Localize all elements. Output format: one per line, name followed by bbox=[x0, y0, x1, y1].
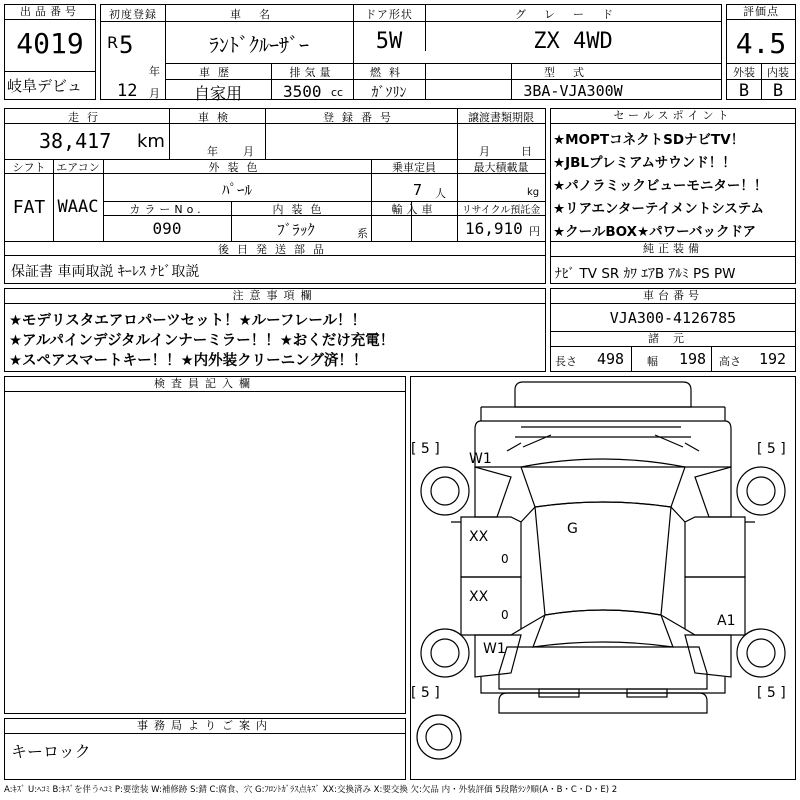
transfer-month-unit: 月 bbox=[479, 145, 490, 158]
hood bbox=[475, 421, 731, 467]
car-name: ﾗﾝﾄﾞｸﾙｰｻﾞｰ bbox=[209, 33, 309, 57]
tire-front-right: [ 5 ] bbox=[757, 441, 786, 457]
later-parts-label: 後日発送部品 bbox=[218, 243, 332, 256]
interior-score: B bbox=[772, 81, 784, 101]
chassis-label: 車台番号 bbox=[551, 289, 795, 304]
left-front-fender bbox=[475, 467, 511, 517]
fuel: ｶﾞｿﾘﾝ bbox=[371, 85, 407, 101]
right-front-door bbox=[685, 517, 745, 577]
tire-front-left: [ 5 ] bbox=[411, 441, 440, 457]
front-left-wheel bbox=[421, 467, 469, 515]
max-load-label: 最大積載量 bbox=[473, 161, 529, 174]
capacity: 7 bbox=[413, 181, 423, 199]
inspector-label: 検査員記入欄 bbox=[5, 377, 405, 392]
chassis-number: VJA300-4126785 bbox=[609, 309, 737, 327]
length-label: 長さ bbox=[555, 355, 577, 368]
tire-rear-right: [ 5 ] bbox=[757, 685, 786, 701]
note-line-3: ★スペアスマートキー！！★内外装クリーニング済！！ bbox=[9, 353, 368, 369]
interior-label: 内装 bbox=[767, 66, 789, 79]
int-color-suffix: 系 bbox=[357, 227, 368, 240]
detail-box bbox=[4, 108, 546, 284]
lot-label: 出品番号 bbox=[5, 5, 95, 20]
chassis-box bbox=[550, 288, 796, 372]
sales-point-4: ★リアエンターテイメントシステム bbox=[553, 201, 764, 217]
sales-point-3: ★パノラミックビューモニター！！ bbox=[553, 178, 768, 194]
plate-label: 登録番号 bbox=[323, 111, 399, 124]
transfer-label: 譲渡書類期限 bbox=[468, 111, 534, 124]
lot-number: 4019 bbox=[16, 27, 84, 60]
registration-label: 初度登録 bbox=[109, 8, 157, 21]
tire-rear-left: [ 5 ] bbox=[411, 685, 440, 701]
right-rear-fender bbox=[685, 635, 731, 677]
office-label: 事務局よりご案内 bbox=[5, 719, 405, 734]
inspection-month-unit: 月 bbox=[243, 145, 254, 158]
aircon: WAAC bbox=[57, 197, 99, 217]
score-value: 4.5 bbox=[735, 27, 787, 60]
dims-label: 諸元 bbox=[551, 332, 795, 347]
windshield bbox=[521, 459, 685, 507]
model-code-label: 型式 bbox=[544, 66, 602, 79]
int-color: ﾌﾞﾗｯｸ bbox=[277, 221, 315, 239]
shift: FAT bbox=[12, 197, 46, 218]
score-label: 評価点 bbox=[727, 5, 795, 20]
inspection-year-unit: 年 bbox=[207, 145, 218, 158]
notes-box bbox=[4, 288, 546, 372]
sales-points-label: セールスポイント bbox=[551, 109, 795, 124]
exterior-score: B bbox=[738, 81, 750, 101]
right-rear-door bbox=[685, 577, 745, 635]
inspection-label: 車検 bbox=[198, 111, 236, 124]
mark-a1-rear: A1 bbox=[717, 613, 736, 629]
rear-right-wheel bbox=[737, 629, 785, 677]
ext-color: ﾊﾟｰﾙ bbox=[221, 181, 252, 199]
shift-label: シフト bbox=[12, 161, 46, 174]
tailgate bbox=[499, 647, 707, 689]
grade-label: グレード bbox=[515, 8, 631, 21]
mark-xx-rear-door: XX bbox=[469, 589, 489, 605]
color-no-label: カラーNo. bbox=[129, 203, 205, 216]
car-name-label: 車名 bbox=[230, 8, 288, 21]
registration-era: R bbox=[107, 33, 119, 52]
registration-month-unit: 月 bbox=[149, 87, 160, 100]
import-label: 輸入車 bbox=[391, 203, 437, 216]
model-code: 3BA-VJA300W bbox=[523, 82, 623, 100]
spare-tire bbox=[417, 715, 461, 759]
transfer-day-unit: 日 bbox=[521, 145, 532, 158]
rear-bumper bbox=[499, 693, 707, 713]
capacity-unit: 人 bbox=[435, 187, 446, 200]
note-line-2: ★アルパインデジタルインナーミラー！！★おくだけ充電！ bbox=[9, 333, 395, 349]
displacement-unit: cc bbox=[331, 86, 344, 99]
rear-window bbox=[533, 610, 673, 647]
displacement-label: 排気量 bbox=[289, 66, 335, 79]
max-load-unit: kg bbox=[527, 187, 540, 198]
office-note: キーロック bbox=[11, 742, 91, 761]
mark-xx-front-door: XX bbox=[469, 529, 489, 545]
notes-label: 注意事項欄 bbox=[5, 289, 545, 304]
mileage-label: 走行 bbox=[68, 111, 106, 124]
mark-zero-rear: 0 bbox=[501, 608, 509, 622]
width: 198 bbox=[679, 350, 707, 368]
later-parts: 保証書 車両取説 ｷｰﾚｽ ﾅﾋﾞ取説 bbox=[11, 264, 200, 280]
displacement: 3500 bbox=[283, 82, 322, 101]
fuel-label: 燃料 bbox=[370, 66, 408, 79]
recycle-unit: 円 bbox=[529, 225, 540, 238]
left-front-door bbox=[461, 517, 521, 577]
roof bbox=[535, 502, 671, 615]
height-label: 高さ bbox=[719, 355, 741, 368]
ext-color-label: 外装色 bbox=[208, 161, 266, 174]
front-bumper bbox=[515, 382, 691, 407]
door-label: ドア形状 bbox=[365, 8, 413, 21]
height: 192 bbox=[759, 350, 787, 368]
registration-month: 12 bbox=[117, 81, 138, 101]
mileage: 38,417 bbox=[39, 129, 112, 153]
inspector-box bbox=[4, 376, 406, 714]
door-type: 5W bbox=[375, 29, 403, 54]
int-color-label: 内装色 bbox=[272, 203, 330, 216]
diagram-box bbox=[410, 376, 796, 780]
capacity-label: 乗車定員 bbox=[392, 161, 436, 174]
registration-year-unit: 年 bbox=[149, 65, 160, 78]
legend: A:ｷｽﾞ U:ﾍｺﾐ B:ｷｽﾞを伴うﾍｺﾐ P:要塗装 W:補修跡 S:錆 C:腐食、穴 G:ﾌﾛﾝﾄｶﾞﾗｽ点ｷｽﾞ XX:交換済み X:要交換 欠:欠品 内・外装評価 5段階ﾗﾝｸ順(A・B・C・D・E) 2 bbox=[4, 785, 618, 795]
recycle-fee: 16,910 bbox=[465, 219, 523, 238]
lot-box bbox=[4, 4, 96, 100]
mark-g-roof: G bbox=[567, 521, 578, 537]
vehicle-damage-diagram bbox=[411, 377, 795, 779]
front-right-wheel bbox=[737, 467, 785, 515]
color-no: 090 bbox=[152, 219, 182, 238]
score-box bbox=[726, 4, 796, 100]
sales-points-box bbox=[550, 108, 796, 284]
rear-left-wheel bbox=[421, 629, 469, 677]
history: 自家用 bbox=[193, 84, 242, 103]
venue-name: 岐阜デビュ bbox=[7, 77, 83, 95]
mark-zero-front: 0 bbox=[501, 552, 509, 566]
exterior-label: 外装 bbox=[733, 66, 755, 79]
registration-year: 5 bbox=[119, 31, 134, 59]
sales-point-1: ★MOPTコネクトSDナビTV！ bbox=[553, 132, 745, 148]
mileage-unit: km bbox=[137, 131, 165, 152]
office-box bbox=[4, 718, 406, 780]
equipment-label: 純正装備 bbox=[551, 242, 795, 257]
width-label: 幅 bbox=[647, 355, 658, 368]
mark-w1-front: W1 bbox=[469, 451, 492, 467]
mark-w1-rear: W1 bbox=[483, 641, 506, 657]
sales-point-2: ★JBLプレミアムサウンド！！ bbox=[553, 155, 736, 171]
left-rear-door bbox=[461, 577, 521, 635]
length: 498 bbox=[597, 350, 625, 368]
note-line-1: ★モデリスタエアロパーツセット！★ルーフレール！！ bbox=[9, 313, 367, 329]
sales-point-5: ★クールBOX★パワーバックドア bbox=[553, 224, 757, 240]
aircon-label: エアコン bbox=[56, 161, 100, 174]
history-label: 車歴 bbox=[199, 66, 237, 79]
grade: ZX 4WD bbox=[533, 29, 613, 54]
vehicle-header bbox=[100, 4, 722, 103]
right-front-fender bbox=[695, 467, 731, 517]
recycle-label: リサイクル預託金 bbox=[461, 205, 541, 216]
equipment: ﾅﾋﾞ TV SR ｶﾜ ｴｱB ｱﾙﾐ PS PW bbox=[555, 266, 736, 282]
